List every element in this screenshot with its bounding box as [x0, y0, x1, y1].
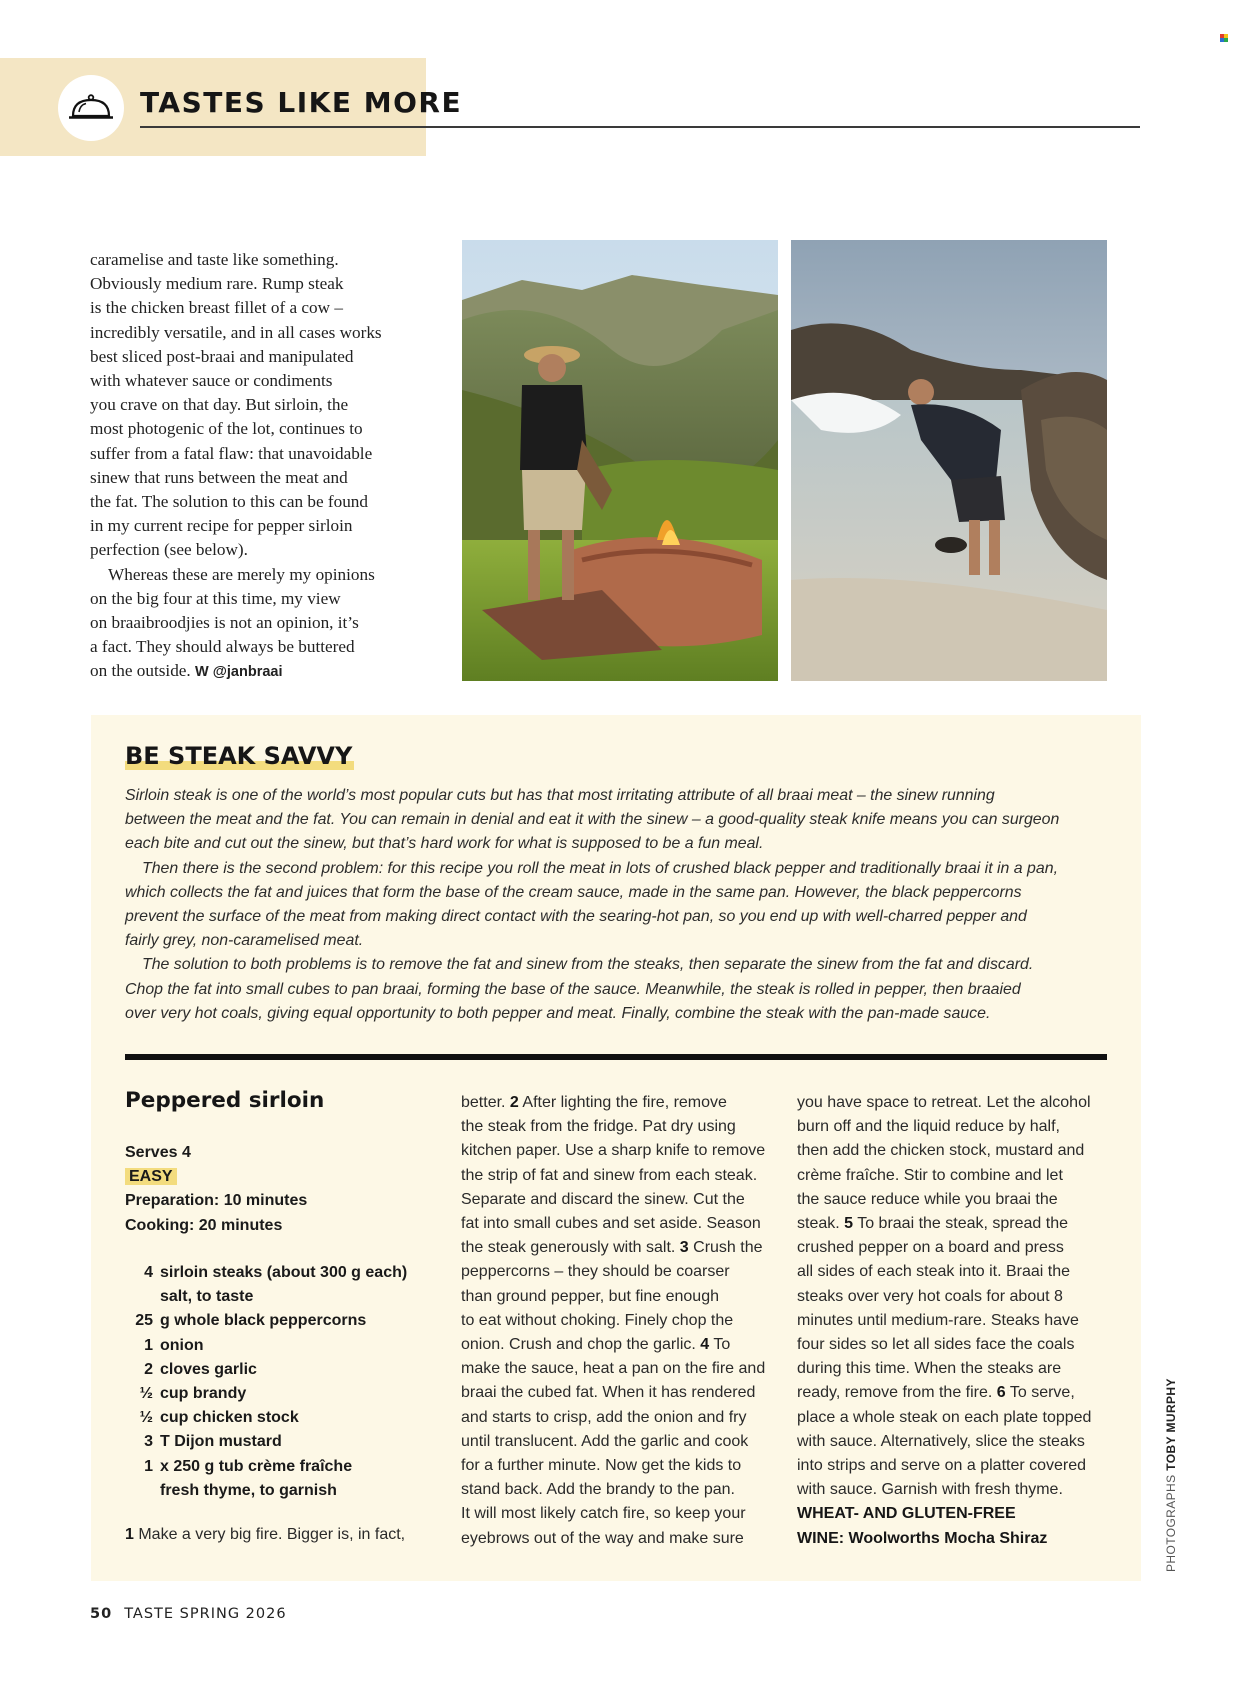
method-line: [797, 1357, 1091, 1381]
method-text: ready, remove from the fire.: [797, 1384, 997, 1402]
intro-line: with whatever sauce or condiments: [90, 371, 333, 391]
method-line: [461, 1285, 765, 1309]
savvy-line: each bite and cut out the sinew, but that’s hard work for what is supposed to be a fun meal.: [125, 835, 764, 853]
intro-line: best sliced post-braai and manipulated: [90, 346, 354, 366]
method-emphasis: 5: [844, 1215, 854, 1233]
method-text: make the sauce, heat a pan on the fire and: [461, 1360, 766, 1378]
method-line: [797, 1406, 1091, 1430]
method-text: then add the chicken stock, mustard and: [797, 1142, 1085, 1160]
savvy-line: Sirloin steak is one of the world’s most popular cuts but has that most irritating attribute of all braai meat – the sinew running: [125, 787, 995, 804]
ingredient-qty: 3: [144, 1433, 153, 1451]
ingredient-row: [125, 1479, 407, 1503]
ingredient-qty: 4: [144, 1264, 153, 1281]
ingredient-qty: 1: [144, 1336, 153, 1354]
method-line: [797, 1139, 1091, 1163]
publication-name: TASTE SPRING 2026: [124, 1606, 287, 1622]
method-text: Crush the: [688, 1239, 763, 1257]
ingredient-row: [125, 1261, 407, 1285]
method-text: To: [709, 1336, 731, 1354]
method-line: [797, 1236, 1091, 1260]
method-line: [797, 1164, 1091, 1188]
recipe-title: Peppered sirloin: [125, 1088, 325, 1113]
method-line: [461, 1357, 765, 1381]
method-text: the strip of fat and sinew from each steak.: [461, 1166, 758, 1184]
intro-line: a fact. They should always be buttered: [90, 637, 355, 657]
savvy-paragraph-2: [125, 857, 1115, 954]
method-line: [461, 1236, 765, 1260]
ingredient-item: onion: [160, 1336, 204, 1354]
method-line: [797, 1212, 1091, 1236]
method-text: braai the cubed fat. When it has rendered: [461, 1384, 756, 1402]
method-text: peppercorns – they should be coarser: [461, 1263, 730, 1281]
section-divider: [125, 1054, 1107, 1060]
ingredient-qty: 25: [135, 1312, 153, 1330]
savvy-paragraph-3: [125, 953, 1115, 1026]
method-line: [461, 1454, 765, 1478]
savvy-line: The solution to both problems is to remove the fat and sinew from the steaks, then separate the sinew from the fat and discard.: [142, 956, 1034, 974]
cloche-icon: [67, 92, 115, 124]
intro-last-line: on the outside. W @janbraai: [90, 661, 283, 681]
ingredient-qty: 2: [144, 1360, 153, 1378]
author-handle: W @janbraai: [195, 664, 283, 681]
method-text: into strips and serve on a platter covered: [797, 1457, 1087, 1475]
serves: Serves 4: [125, 1144, 191, 1161]
method-text: After lighting the fire, remove: [518, 1094, 727, 1111]
method-line: [461, 1406, 765, 1430]
method-line: [797, 1115, 1091, 1139]
method-text: for a further minute. Now get the kids to: [461, 1457, 742, 1475]
savvy-line: Chop the fat into small cubes to pan braai, forming the base of the sauce. Meanwhile, the steak is rolled in pepper, then braaied: [125, 980, 1021, 998]
method-text: place a whole steak on each plate topped: [797, 1408, 1092, 1426]
intro-line: on the big four at this time, my view: [90, 588, 341, 608]
method-text: than ground pepper, but fine enough: [461, 1287, 719, 1305]
method-line: [797, 1285, 1091, 1309]
ingredient-qty: [125, 1285, 160, 1309]
intro-paragraph-1: [90, 248, 420, 563]
method-line: [461, 1164, 765, 1188]
method-emphasis: WINE: Woolworths Mocha Shiraz: [797, 1529, 1048, 1547]
preparation-time: Preparation: 10 minutes: [125, 1192, 308, 1210]
cooking-time: Cooking: 20 minutes: [125, 1216, 283, 1234]
header-rule: [140, 126, 1140, 128]
method-emphasis: 6: [996, 1384, 1006, 1402]
method-text: minutes until medium-rare. Steaks have: [797, 1311, 1079, 1329]
method-text: the sauce reduce while you braai the: [797, 1190, 1058, 1208]
method-text: stand back. Add the brandy to the pan.: [461, 1481, 735, 1499]
method-emphasis: 3: [679, 1239, 689, 1257]
method-text: kitchen paper. Use a sharp knife to remove: [461, 1142, 766, 1160]
ingredient-row: [125, 1309, 407, 1333]
method-text: To braai the steak, spread the: [853, 1215, 1068, 1233]
intro-line: caramelise and taste like something.: [90, 250, 339, 269]
page-number: 50: [90, 1606, 113, 1622]
method-line: [461, 1260, 765, 1284]
method-text: steaks over very hot coals for about 8: [797, 1287, 1063, 1305]
ingredient-qty: 1: [144, 1457, 153, 1475]
method-line: [797, 1381, 1091, 1405]
method-line: [797, 1527, 1091, 1551]
method-line: [797, 1309, 1091, 1333]
method-line: [797, 1430, 1091, 1454]
page-footer: [90, 1606, 287, 1622]
method-text: the steak from the fridge. Pat dry using: [461, 1118, 736, 1136]
intro-line: sinew that runs between the meat and: [90, 467, 348, 487]
recipe-meta: [125, 1141, 307, 1238]
method-text: eyebrows out of the way and make sure: [461, 1529, 744, 1547]
intro-paragraph-2: [90, 563, 420, 660]
ingredient-row: [125, 1406, 407, 1430]
method-text: during this time. When the steaks are: [797, 1360, 1062, 1378]
method-text: better.: [461, 1094, 510, 1111]
method-line: [461, 1091, 765, 1115]
intro-line: in my current recipe for pepper sirloin: [90, 516, 353, 536]
method-column-3: [797, 1091, 1091, 1551]
savvy-line: between the meat and the fat. You can remain in denial and eat it with the sinew – a good-quality steak knife means you can surgeon: [125, 811, 1060, 829]
method-line: [797, 1478, 1091, 1502]
ingredient-qty: ½: [139, 1409, 153, 1427]
section-title: TASTES LIKE MORE: [140, 86, 463, 119]
ingredient-row: [125, 1334, 407, 1358]
intro-line: is the chicken breast fillet of a cow –: [90, 298, 343, 318]
method-text: onion. Crush and chop the garlic.: [461, 1336, 701, 1354]
method-line: [461, 1381, 765, 1405]
savvy-line: over very hot coals, giving equal opportunity to both pepper and meat. Finally, combine the steak with the pan-made sauce.: [125, 1004, 991, 1022]
ingredient-row: [125, 1455, 407, 1479]
method-text: you have space to retreat. Let the alcohol: [797, 1094, 1091, 1111]
ingredient-item: sirloin steaks (about 300 g each): [160, 1264, 408, 1281]
savvy-line: which collects the fat and juices that form the base of the cream sauce, made in the same pan. However, the black peppercorns: [125, 883, 1022, 901]
difficulty-badge: EASY: [125, 1168, 177, 1185]
method-text: with sauce. Alternatively, slice the steaks: [797, 1432, 1085, 1450]
method-text: crushed pepper on a board and press: [797, 1239, 1064, 1257]
ingredient-row: [125, 1430, 407, 1454]
method-text: until translucent. Add the garlic and cook: [461, 1432, 749, 1450]
method-line: [461, 1478, 765, 1502]
method-text: To serve,: [1005, 1384, 1075, 1402]
ingredient-item: cup brandy: [160, 1385, 247, 1403]
ingredient-item: cup chicken stock: [160, 1409, 299, 1427]
method-line: [797, 1091, 1091, 1115]
method-line: [797, 1188, 1091, 1212]
method-text: Separate and discard the sinew. Cut the: [461, 1190, 745, 1208]
savvy-line: Then there is the second problem: for this recipe you roll the meat in lots of crushed black pepper and traditionally braai it in a pan,: [142, 859, 1058, 877]
method-line: [461, 1188, 765, 1212]
method-text: four sides so let all sides face the coals: [797, 1336, 1075, 1354]
method-text: It will most likely catch fire, so keep your: [461, 1505, 746, 1523]
method-step-1: 1 Make a very big fire. Bigger is, in fact,: [125, 1526, 406, 1543]
intro-line: suffer from a fatal flaw: that unavoidable: [90, 443, 373, 463]
method-line: [797, 1502, 1091, 1526]
ingredient-qty: ½: [139, 1385, 153, 1403]
ingredient-row: [125, 1382, 407, 1406]
intro-column: [90, 248, 420, 685]
ingredient-row: [125, 1285, 407, 1309]
method-line: [461, 1527, 765, 1551]
savvy-paragraph-1: [125, 784, 1115, 857]
method-line: [461, 1430, 765, 1454]
intro-line: Whereas these are merely my opinions: [108, 564, 375, 584]
method-emphasis: WHEAT- AND GLUTEN-FREE: [797, 1505, 1016, 1523]
method-line: [797, 1454, 1091, 1478]
method-column-2: [461, 1091, 765, 1551]
method-text: the steak generously with salt.: [461, 1239, 680, 1257]
ingredient-item: T Dijon mustard: [160, 1433, 282, 1451]
method-text: fat into small cubes and set aside. Season: [461, 1215, 761, 1233]
method-text: with sauce. Garnish with fresh thyme.: [797, 1481, 1063, 1499]
intro-line: you crave on that day. But sirloin, the: [90, 395, 349, 415]
savvy-body: [125, 784, 1115, 1026]
intro-line: the fat. The solution to this can be found: [90, 492, 368, 512]
method-emphasis: 2: [509, 1094, 519, 1111]
method-text: burn off and the liquid reduce by half,: [797, 1118, 1060, 1136]
ingredient-row: [125, 1358, 407, 1382]
method-line: [461, 1212, 765, 1236]
photo-braai-mountains: [462, 240, 778, 681]
intro-line: on braaibroodjies is not an opinion, it’s: [90, 613, 359, 633]
method-text: to eat without choking. Finely chop the: [461, 1311, 734, 1329]
print-color-mark: [1220, 34, 1228, 42]
method-emphasis: 4: [700, 1336, 710, 1354]
method-text: steak.: [797, 1215, 845, 1233]
ingredient-item: x 250 g tub crème fraîche: [160, 1457, 353, 1475]
intro-line: most photogenic of the lot, continues to: [90, 419, 363, 439]
intro-line: incredibly versatile, and in all cases works: [90, 322, 382, 342]
savvy-heading: BE STEAK SAVVY: [125, 742, 353, 770]
ingredient-item: g whole black peppercorns: [160, 1312, 367, 1330]
method-line: [461, 1139, 765, 1163]
method-line: [461, 1502, 765, 1526]
intro-line: Obviously medium rare. Rump steak: [90, 274, 344, 294]
method-text: crème fraîche. Stir to combine and let: [797, 1166, 1063, 1184]
method-line: [461, 1333, 765, 1357]
photo-coastal-rocks: [791, 240, 1107, 681]
savvy-line: prevent the surface of the meat from making direct contact with the searing-hot pan, so you end up with well-charred pepper and: [125, 908, 1027, 926]
method-text: all sides of each steak into it. Braai the: [797, 1263, 1071, 1281]
method-line: [797, 1260, 1091, 1284]
method-text: and starts to crisp, add the onion and fry: [461, 1408, 747, 1426]
ingredient-qty: [125, 1479, 160, 1503]
photo-credit: PHOTOGRAPHS TOBY MURPHY: [1164, 1378, 1178, 1572]
method-line: [461, 1115, 765, 1139]
ingredient-item: fresh thyme, to garnish: [160, 1481, 337, 1499]
ingredient-item: cloves garlic: [160, 1360, 257, 1378]
intro-line: perfection (see below).: [90, 540, 248, 560]
method-line: [461, 1309, 765, 1333]
ingredient-item: salt, to taste: [160, 1288, 254, 1306]
ingredient-list: [125, 1261, 407, 1503]
header-icon-badge: [58, 75, 124, 141]
method-line: [797, 1333, 1091, 1357]
savvy-line: fairly grey, non-caramelised meat.: [125, 932, 364, 950]
